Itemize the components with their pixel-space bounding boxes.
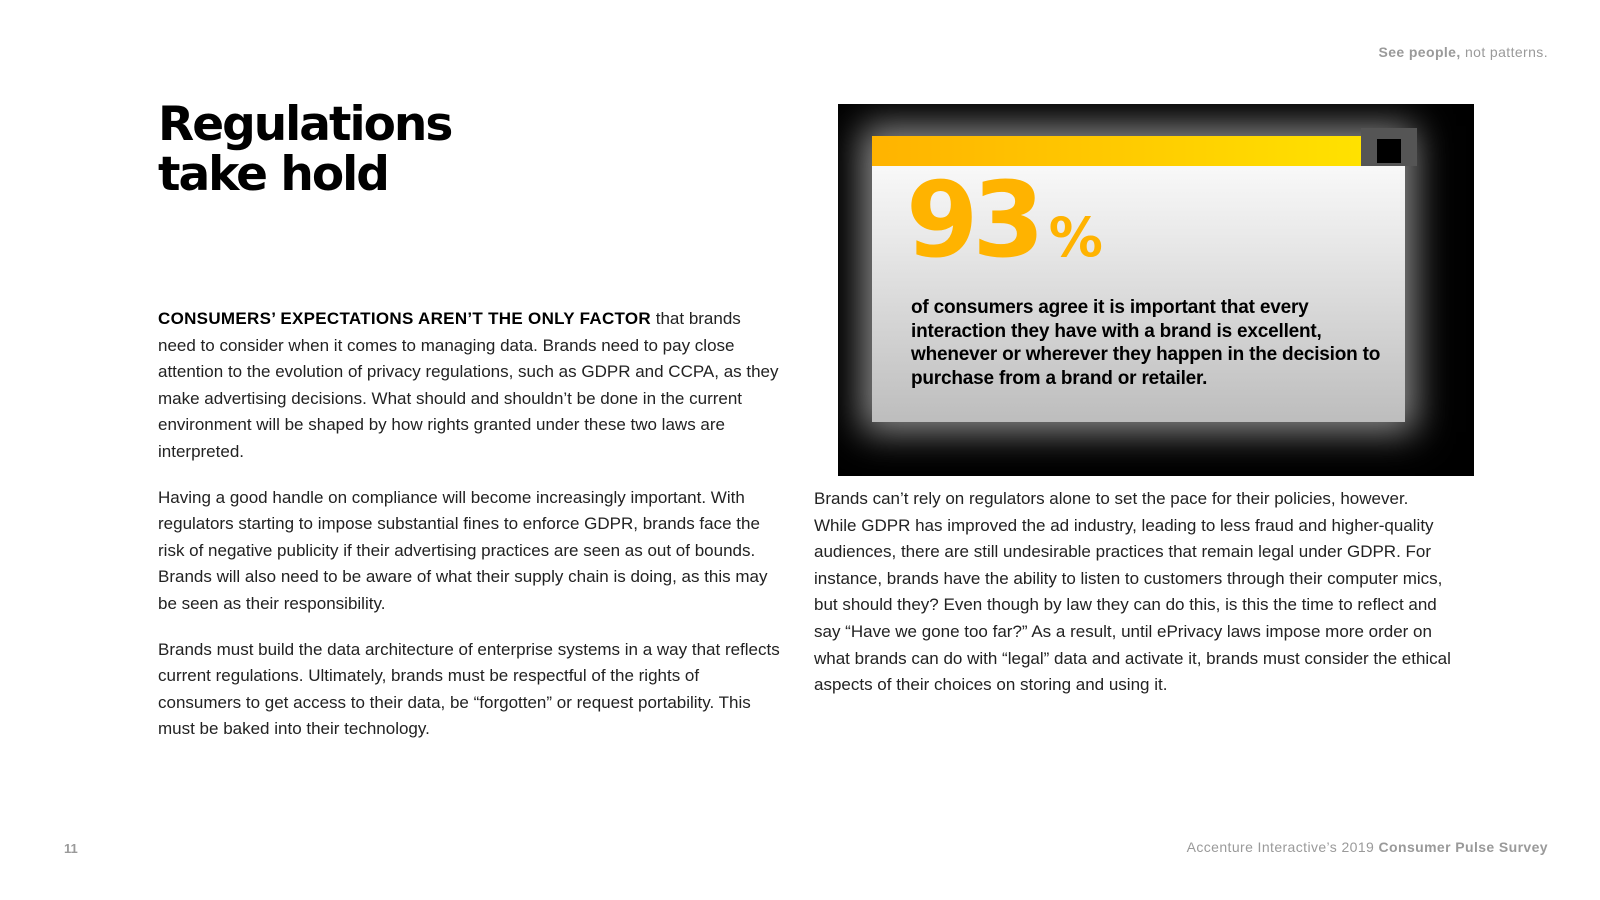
tagline-bold: See people,: [1378, 44, 1461, 60]
stat-square-inner: [1377, 139, 1401, 163]
stat-unit: %: [1048, 206, 1103, 269]
stat-description: of consumers agree it is important that every interaction they have with a brand is excellent, whenever or wherever they happen in the decision to purchase from a brand or retailer.: [911, 297, 1381, 389]
page-number: 11: [64, 841, 78, 856]
stat-value: [906, 159, 1103, 281]
stat-card: [872, 136, 1405, 422]
header-tagline: [1378, 44, 1548, 60]
lead-in-caps: CONSUMERS’ EXPECTATIONS AREN’T THE ONLY FACTOR: [158, 309, 652, 328]
footer-source-prefix: Accenture Interactive’s 2019: [1186, 839, 1379, 855]
page-title: [158, 97, 452, 202]
right-column: [814, 486, 1454, 718]
footer-source: [1187, 839, 1548, 855]
tagline-rest: not patterns.: [1460, 44, 1548, 60]
page-title-line-1: Regulations: [158, 97, 452, 152]
left-column: [158, 306, 783, 762]
left-paragraph-2: Having a good handle on compliance will become increasingly important. With regulators starting to impose substantial fines to enforce GDPR, brands face the risk of negative publicity if their advertising practices are seen as out of bounds. Brands will also need to be aware of what their supply chain is doing, as this may be seen as their responsibility.: [158, 487, 768, 613]
left-paragraph-1-text: that brands need to consider when it comes to managing data. Brands need to pay close attention to the evolution of privacy regulations, such as GDPR and CCPA, as they make advertising decisions. What should and shouldn’t be done in the current environment will be shaped by how rights granted under these two laws are interpreted.: [158, 309, 779, 461]
right-paragraph-1: Brands can’t rely on regulators alone to set the pace for their policies, however. While GDPR has improved the ad industry, leading to less fraud and higher-quality audiences, there are still undesirable practices that remain legal under GDPR. For instance, brands have the ability to listen to customers through their computer mics, but should they? Even though by law they can do this, is this the time to reflect and say “Have we gone too far?” As a result, until ePrivacy laws impose more order on what brands can do with “legal” data and activate it, brands must consider the ethical aspects of their choices on storing and using it.: [814, 489, 1451, 695]
page-title-line-2: take hold: [158, 147, 388, 202]
footer-source-title: Consumer Pulse Survey: [1378, 839, 1548, 855]
stat-number: 93: [906, 159, 1039, 281]
stat-window-square-icon: [1361, 128, 1417, 166]
left-paragraph-1: [158, 306, 783, 466]
stat-callout: [838, 104, 1474, 476]
left-paragraph-3: Brands must build the data architecture of enterprise systems in a way that reflects current regulations. Ultimately, brands must be respectful of the rights of consumers to get access to their data, be “forgotten” or request portability. This must be baked into their technology.: [158, 639, 780, 739]
